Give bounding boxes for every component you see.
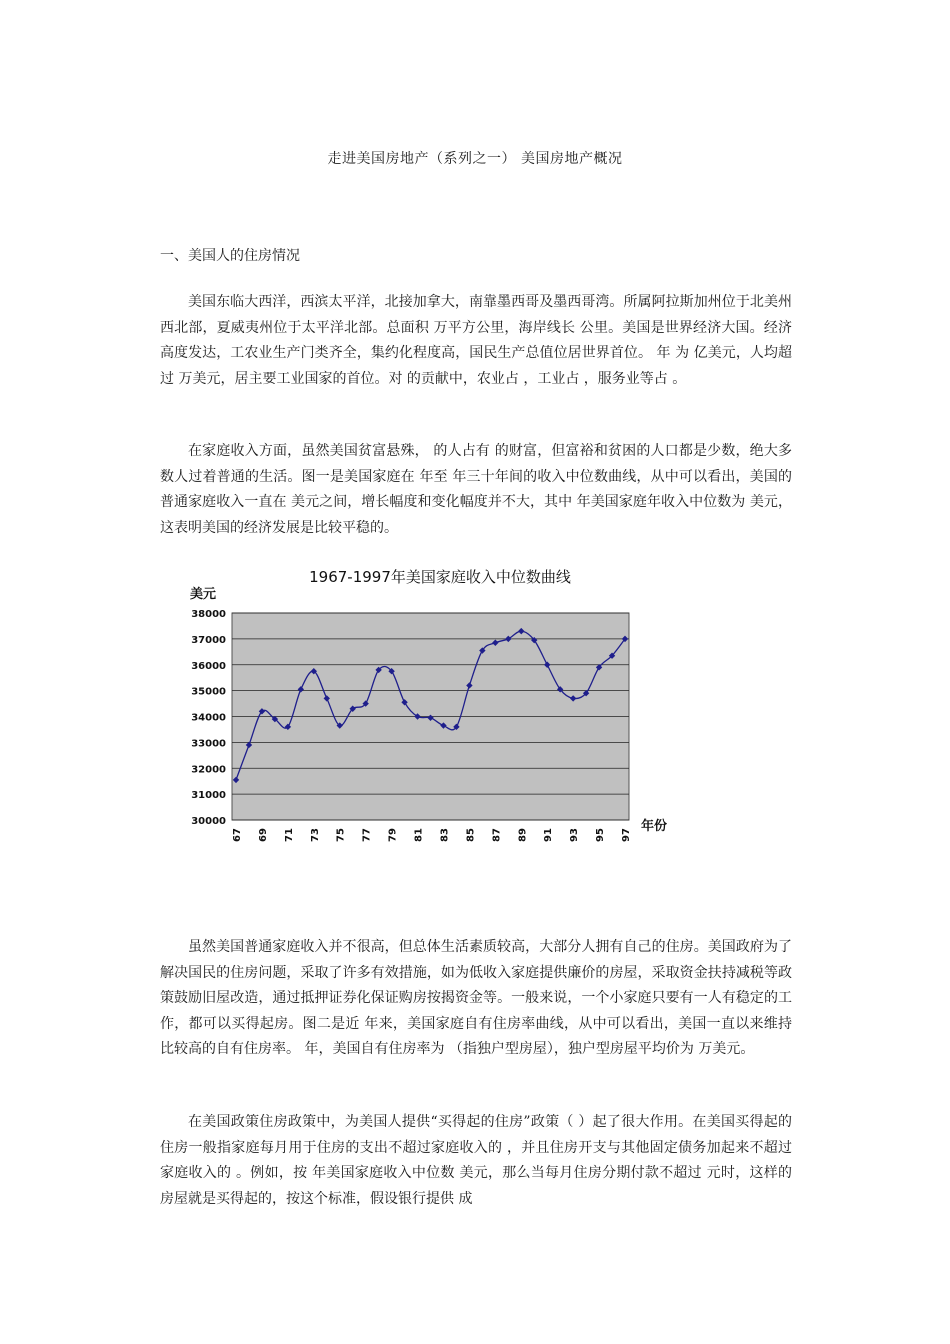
page-title: 走进美国房地产（系列之一） 美国房地产概况 [327, 151, 623, 167]
paragraph-3: 虽然美国普通家庭收入并不很高，但总体生活素质较高，大部分人拥有自己的住房。美国政府为了解决国民的住房问题，采取了许多有效措施，如为低收入家庭提供廉价的房屋，采取资金扶持减税等政策鼓励旧屋改造，通过抵押证券化保证购房按揭资金等。一般来说，一个小家庭只要有一人有稳定的工作，都可以买得起房。图二是近 年来，美国家庭自有住房率曲线，从中可以看出，美国一直以来维持比较高的自有住房率。 年，美国自有住房率为 （指独户型房屋），独户型房屋平均价为 万美元。 [160, 939, 792, 1057]
paragraph-4: 在美国政策住房政策中，为美国人提供“买得起的住房”政策（ ）起了很大作用。在美国买得起的住房一般指家庭每月用于住房的支出不超过家庭收入的 ，并且住房开支与其他固定债务加起来不超过家庭收入的 。例如，按 年美国家庭收入中位数 美元，那么当每月住房分期付款不超过 元时，这样的房屋就是买得起的，按这个标准，假设银行提供 成 [160, 1114, 792, 1207]
chart-title: 1967-1997年美国家庭收入中位数曲线 [309, 568, 571, 586]
income-chart [180, 560, 700, 850]
income-line-chart [180, 560, 700, 850]
x-tick-label: 95 [595, 828, 607, 842]
x-tick-label: 89 [517, 828, 529, 842]
paragraph-2: 在家庭收入方面，虽然美国贫富悬殊， 的人占有 的财富，但富裕和贫困的人口都是少数，绝大多数人过着普通的生活。图一是美国家庭在 年至 年三十年间的收入中位数曲线，从中可以看出，美国的普通家庭收入一直在 美元之间，增长幅度和变化幅度并不大，其中 年美国家庭年收入中位数为 美元，这表明美国的经济发展是比较平稳的。 [160, 443, 792, 536]
x-tick-label: 81 [413, 828, 425, 842]
y-tick-label: 37000 [191, 634, 226, 646]
y-axis-label: 美元 [190, 587, 217, 602]
x-tick-label: 93 [569, 828, 581, 842]
y-tick-label: 32000 [191, 764, 226, 776]
y-tick-label: 36000 [191, 660, 226, 672]
x-tick-label: 83 [439, 828, 451, 842]
x-tick-label: 71 [283, 828, 295, 842]
y-tick-label: 30000 [191, 816, 226, 827]
paragraph-1: 美国东临大西洋，西滨太平洋，北接加拿大，南靠墨西哥及墨西哥湾。所属阿拉斯加州位于北美州西北部，夏威夷州位于太平洋北部。总面积 万平方公里，海岸线长 公里。美国是世界经济大国。经济高度发达，工农业生产门类齐全，集约化程度高，国民生产总值位居世界首位。 年 为 亿美元，人均超过 万美元，居主要工业国家的首位。对 的贡献中，农业占 ，工业占 ，服务业等占 。 [160, 294, 792, 387]
x-tick-label: 79 [387, 828, 399, 842]
x-tick-label: 75 [335, 828, 347, 842]
x-axis-label: 年份 [641, 819, 668, 834]
x-tick-label: 85 [465, 828, 477, 842]
x-tick-label: 73 [309, 828, 321, 842]
y-tick-label: 35000 [191, 686, 226, 698]
x-tick-label: 97 [621, 828, 632, 842]
y-tick-label: 31000 [191, 790, 226, 802]
section-heading: 一、美国人的住房情况 [160, 248, 300, 264]
x-tick-label: 87 [491, 828, 503, 842]
x-tick-label: 91 [543, 828, 555, 842]
x-tick-label: 77 [361, 828, 373, 842]
y-tick-label: 34000 [191, 712, 226, 724]
y-tick-label: 38000 [191, 609, 226, 620]
y-tick-label: 33000 [191, 738, 226, 750]
x-tick-label: 67 [232, 828, 243, 842]
x-tick-label: 69 [257, 828, 269, 842]
